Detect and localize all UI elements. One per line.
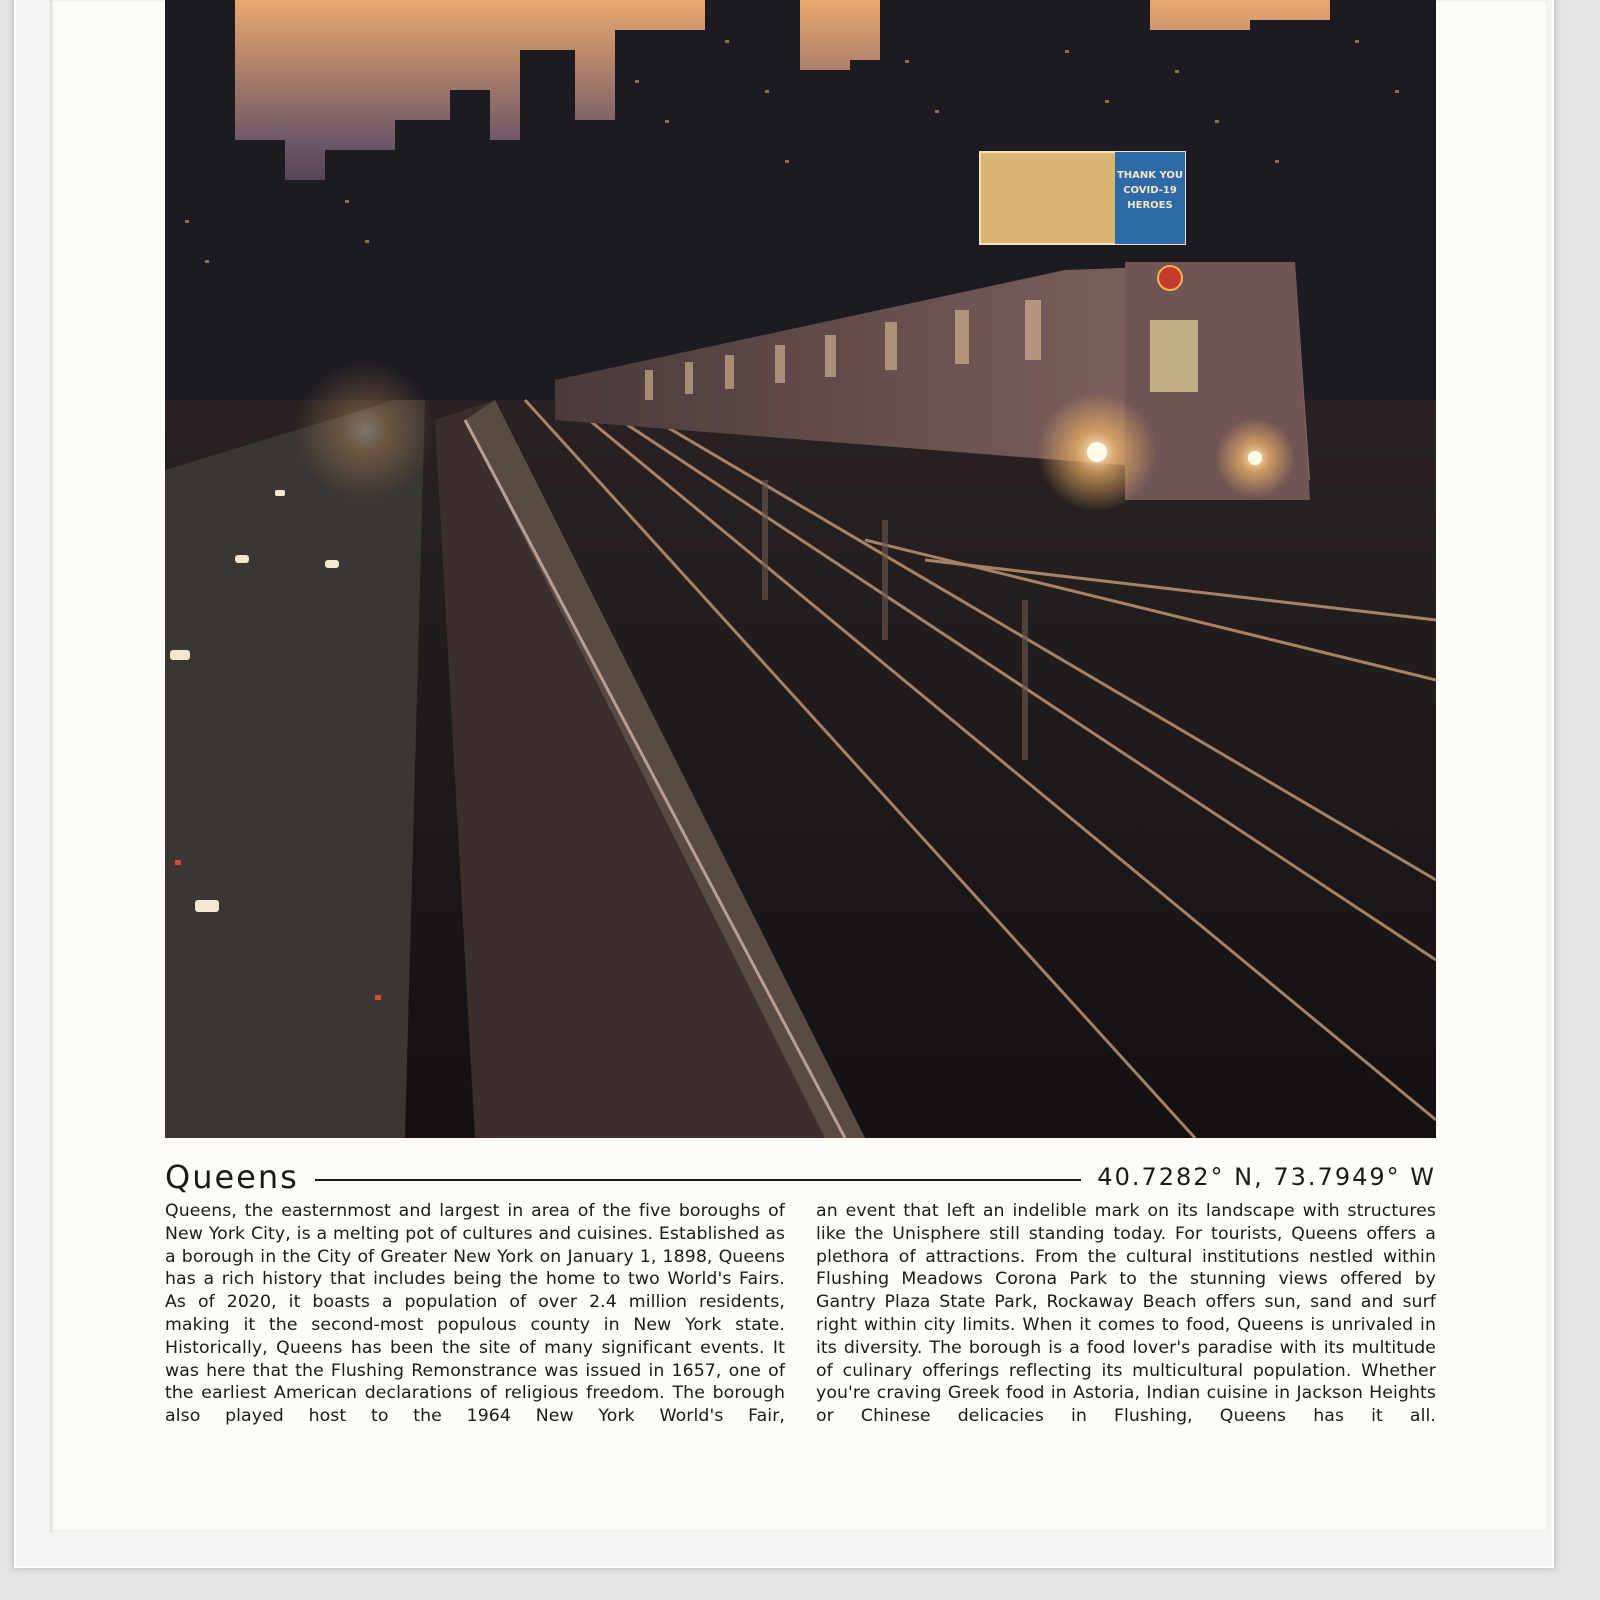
description-left-column: Queens, the easternmost and largest in area of the five boroughs of New York City, is a melting pot of cultures and cuisines. Established as a borough in the City of Greater New York on January 1, 1898, Queens has a rich history that includes being the home to two World's Fairs. As of 2020, it boasts a population of over 2.4 million residents, making it the second-most populous county in New York state. Historically, Queens has been the site of many significant events. It was here that the Flushing Remonstrance was issued in 1657, one of the earliest American declarations of religious freedom. The borough also played host to the 1964 New York World's Fair, xyxy=(165,1201,785,1427)
description-right-column: an event that left an indelible mark on its landscape with structures like the Unisphere still standing today. For tourists, Queens offers a plethora of attractions. From the cultural institutions nestled within Flushing Meadows Corona Park to the stunning views offered by Gantry Plaza State Park, Rockaway Beach offers sun, sand and surf right within city limits. When it comes to food, Queens is unrivaled in its diversity. The borough is a food lover's paradise with its multitude of culinary offerings reflecting its multicultural population. Whether you're craving Greek food in Astoria, Indian cuisine in Jackson Heights or Chinese delicacies in Flushing, Queens has it all. xyxy=(816,1201,1436,1427)
title-rule xyxy=(315,1179,1082,1181)
poster-title: Queens xyxy=(165,1158,299,1196)
svg-text:HEROES: HEROES xyxy=(1127,200,1173,211)
coordinates: 40.7282° N, 73.7949° W xyxy=(1097,1163,1436,1191)
svg-text:THANK YOU: THANK YOU xyxy=(1116,170,1184,181)
elevated-train-illustration xyxy=(165,0,1436,1138)
queens-photo xyxy=(165,0,1436,1138)
description xyxy=(165,1200,1436,1428)
svg-text:COVID-19: COVID-19 xyxy=(1123,185,1177,196)
title-row xyxy=(165,1155,1436,1199)
